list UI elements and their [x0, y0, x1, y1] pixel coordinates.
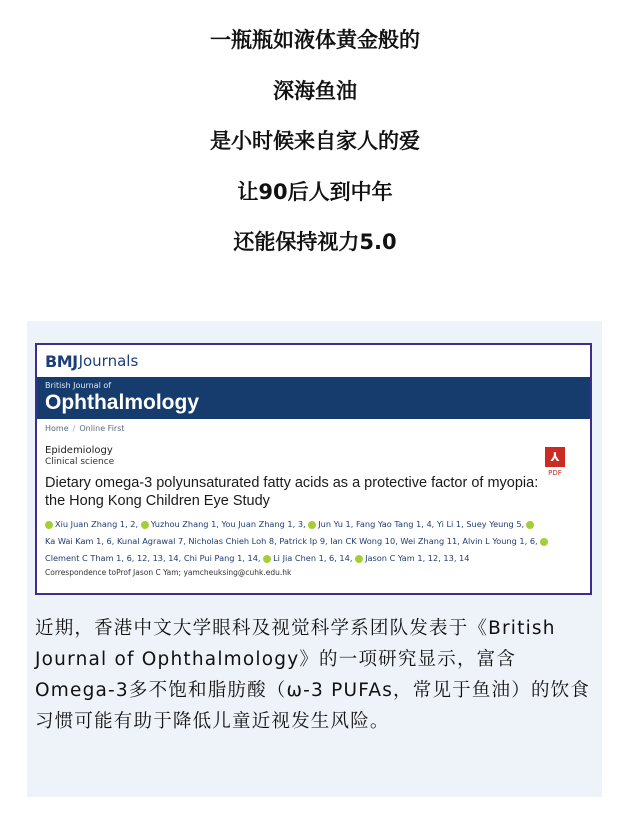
article-screenshot	[35, 343, 592, 595]
author-link[interactable]: Fang Yao Tang 1, 4,	[355, 519, 435, 529]
journal-title: Ophthalmology	[45, 391, 199, 414]
author-link[interactable]: Yi Li 1,	[436, 519, 464, 529]
article-subcategory: Clinical science	[45, 457, 115, 467]
pdf-download[interactable]	[542, 447, 568, 477]
orcid-icon	[308, 521, 316, 529]
author-link[interactable]: You Juan Zhang 1, 3,	[221, 519, 306, 529]
journal-subtitle: British Journal of	[45, 381, 112, 390]
hero-line: 一瓶瓶如液体黄金般的	[210, 28, 420, 52]
author-link[interactable]: Ian CK Wong 10,	[330, 536, 398, 546]
author-link[interactable]: Alvin L Young 1, 6,	[462, 536, 549, 546]
author-link[interactable]: Nicholas Chieh Loh 8,	[188, 536, 277, 546]
article-category: Epidemiology	[45, 445, 113, 456]
article-title: Dietary omega-3 polyunsaturated fatty acids as a protective factor of myopia: the Hong Kong Children Eye Study	[45, 475, 539, 509]
bmj-logo[interactable]: BMJ	[45, 351, 78, 371]
journals-label: Journals	[78, 352, 139, 370]
author-link[interactable]: Yuzhou Zhang 1,	[141, 519, 219, 529]
orcid-icon	[141, 521, 149, 529]
publisher-header	[37, 345, 590, 377]
author-list	[37, 510, 590, 567]
author-line	[45, 516, 582, 533]
author-link[interactable]: Li Jia Chen 1, 6, 14,	[263, 553, 352, 563]
orcid-icon	[540, 538, 548, 546]
description-text: 近期，香港中文大学眼科及视觉科学系团队发表于《British Journal of Ophthalmology》的一项研究显示，富含Omega-3多不饱和脂肪酸（ω-3 PUFAs，常见于鱼油）的饮食习惯可能有助于降低儿童近视发生风险。	[35, 618, 591, 732]
author-line	[45, 550, 582, 567]
breadcrumb	[37, 419, 590, 437]
hero-line: 让90后人到中年	[237, 179, 393, 204]
author-link[interactable]: Patrick Ip 9,	[279, 536, 328, 546]
orcid-icon	[45, 521, 53, 529]
author-link[interactable]: Jun Yu 1,	[308, 519, 353, 529]
breadcrumb-home[interactable]: Home	[45, 424, 69, 433]
author-link[interactable]: Kunal Agrawal 7,	[116, 536, 186, 546]
correspondence: Correspondence toProf Jason C Yam; yamcheuksing@cuhk.edu.hk	[45, 568, 292, 577]
hero-line: 是小时候来自家人的爱	[210, 129, 420, 153]
author-link[interactable]: Chi Pui Pang 1, 14,	[183, 553, 261, 563]
orcid-icon	[355, 555, 363, 563]
author-link[interactable]: Xiu Juan Zhang 1, 2,	[45, 519, 138, 529]
author-link[interactable]: Suey Yeung 5,	[466, 519, 536, 529]
pdf-label: PDF	[548, 469, 562, 477]
breadcrumb-online-first[interactable]: Online First	[79, 424, 125, 433]
pdf-icon: ⅄	[545, 447, 565, 467]
author-link[interactable]: Clement C Tham 1, 6, 12, 13, 14,	[45, 553, 182, 563]
hero-line: 还能保持视力5.0	[233, 230, 397, 254]
author-link[interactable]: Ka Wai Kam 1, 6,	[45, 536, 115, 546]
breadcrumb-separator: /	[72, 424, 76, 433]
author-link[interactable]: Wei Zhang 11,	[400, 536, 460, 546]
orcid-icon	[263, 555, 271, 563]
author-line	[45, 533, 582, 550]
content-card	[27, 321, 602, 797]
author-link[interactable]: Jason C Yam 1, 12, 13, 14	[355, 553, 469, 563]
orcid-icon	[526, 521, 534, 529]
hero-line: 深海鱼油	[273, 78, 357, 103]
journal-banner[interactable]	[37, 377, 590, 419]
hero-text	[0, 28, 630, 281]
